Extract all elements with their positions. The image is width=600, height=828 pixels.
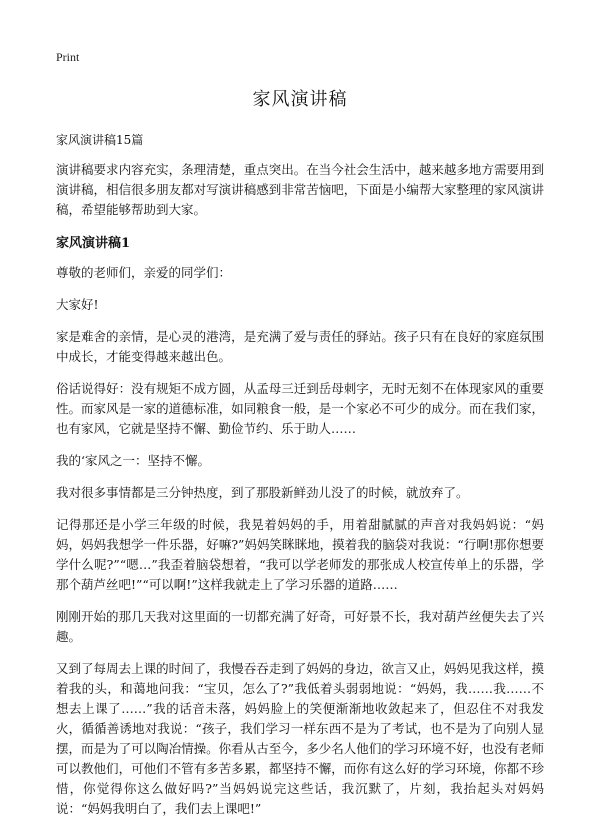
paragraph-three-minutes: 我对很多事情都是三分钟热度，到了那股新鲜劲儿没了的时候，就放弃了。 [56,485,469,500]
document-subtitle: 家风演讲稿15篇 [56,133,144,147]
paragraph-tradition-one: 我的‘家风之一：坚持不懈。 [56,453,210,468]
paragraph-class-time: 又到了每周去上课的时间了，我慢吞吞走到了妈妈的身边，欲言又止，妈妈见我这样，摸着我的头，和蔼地问我：“宝贝，怎么了?”我低着头弱弱地说：“妈妈，我……我……不想去上课了……”我的话音未落，妈妈脸上的笑便渐渐地收敛起来了，但忍住不对我发火，循循善诱地对我说：“孩子，我们学习一样东西不是为了考试，也不是为了向别人显摆，而是为了可以陶冶情操。你看从古至今，多少名人他们的学习环境不好，也没有老师可以教他们，可他们不管有多苦多累，都坚持不懈，而你有这么好的学习环境，你都不珍惜，你觉得你这么做好吗?”当妈妈说完这些话，我沉默了，片刻，我抬起头对妈妈说：“妈妈我明白了，我们去上课吧!” [56,661,544,816]
document-title: 家风演讲稿 [252,89,348,110]
paragraph-home: 家是难舍的亲情，是心灵的港湾，是充满了爱与责任的驿站。孩子只有在良好的家庭氛围中成长，才能变得越来越出色。 [56,329,544,364]
paragraph-family-tradition: 俗话说得好：没有规矩不成方圆，从孟母三迁到岳母刺字，无时无刻不在体现家风的重要性。而家风是一家的道德标准，如同粮食一般，是一个家必不可少的成分。而在我们家，也有家风，它就是坚持不懈、勤俭节约、乐于助人…… [56,381,544,436]
intro-paragraph: 演讲稿要求内容充实，条理清楚，重点突出。在当今社会生活中，越来越多地方需要用到演讲稿，相信很多朋友都对写演讲稿感到非常苦恼吧，下面是小编帮大家整理的家风演讲稿，希望能够帮助到大家。 [56,162,544,217]
paragraph-hello: 大家好! [56,297,99,312]
print-link[interactable]: Print [56,50,80,64]
section-heading: 家风演讲稿1 [56,236,131,251]
paragraph-memory: 记得那还是小学三年级的时候，我晃着妈妈的手，用着甜腻腻的声音对我妈妈说：“妈妈，妈妈我想学一件乐器，好嘛?”妈妈笑眯眯地，摸着我的脑袋对我说：“行啊!那你想要学什么呢?”“嗯…”我歪着脑袋想着，“我可以学老师发的那张成人校宣传单上的乐器，学那个葫芦丝吧!”“可以啊!”这样我就走上了学习乐器的道路…… [56,517,544,592]
paragraph-greeting: 尊敬的老师们，亲爱的同学们： [56,265,232,280]
paragraph-lost-interest: 刚刚开始的那几天我对这里面的一切都充满了好奇，可好景不长，我对葫芦丝便失去了兴趣。 [56,609,544,644]
